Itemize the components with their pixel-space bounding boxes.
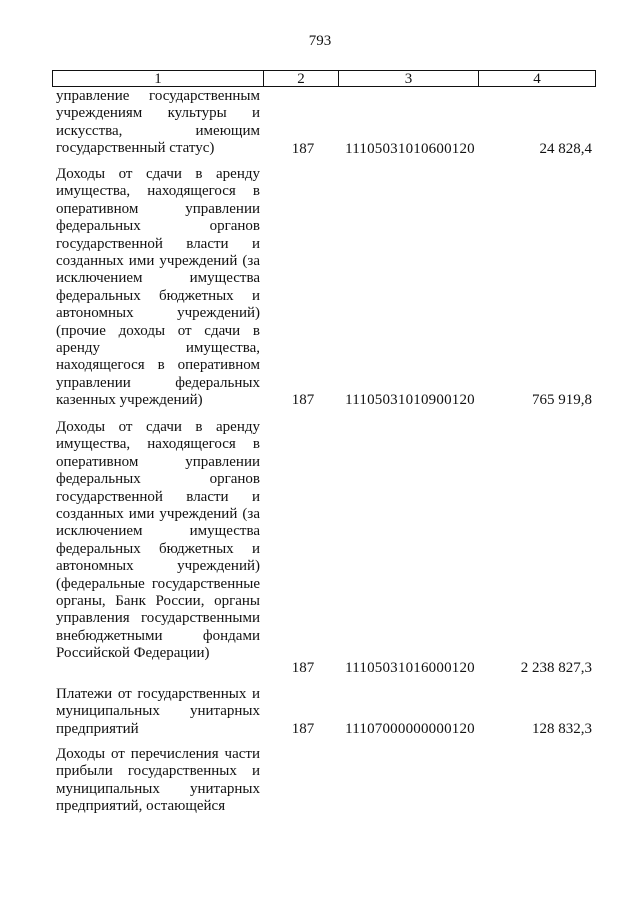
row-code: 187 <box>291 721 315 737</box>
row-amount: 128 832,3 <box>532 721 592 737</box>
column-header-2: 2 <box>264 71 339 86</box>
row-description: Доходы от сдачи в аренду имущества, находящегося в оперативном управлении федеральных органов государственной власти и созданных ими учреждений (за исключением имущества федеральных бюджетных и автономных учреждений) (федеральные государственные органы, Банк России, органы управления государственными внебюджетными фондами Российской Федерации) <box>56 419 260 662</box>
row-amount: 2 238 827,3 <box>520 660 592 676</box>
row-kbk: 11105031010600120 <box>345 141 475 157</box>
table-column-header-row <box>52 70 596 87</box>
row-code: 187 <box>291 660 315 676</box>
row-code: 187 <box>291 141 315 157</box>
row-description: Доходы от сдачи в аренду имущества, находящегося в оперативном управлении федеральных органов государственной власти и созданных ими учреждений (за исключением имущества федеральных бюджетных и автономных учреждений) (прочие доходы от сдачи в аренду имущества, находящегося в оперативном управлении федеральных казенных учреждений) <box>56 166 260 409</box>
row-kbk: 11105031010900120 <box>345 392 475 408</box>
row-amount: 24 828,4 <box>539 141 592 157</box>
page-number: 793 <box>308 33 332 49</box>
column-header-1: 1 <box>53 71 264 86</box>
row-amount: 765 919,8 <box>532 392 592 408</box>
row-description: Платежи от государственных и муниципальных унитарных предприятий <box>56 686 260 737</box>
row-description: Доходы от перечисления части прибыли государственных и муниципальных унитарных предприятий, остающейся <box>56 746 260 815</box>
column-header-4: 4 <box>533 71 541 87</box>
row-kbk: 11105031016000120 <box>345 660 475 676</box>
row-description: управление государственным учреждениям культуры и искусства, имеющим государственный статус) <box>56 88 260 157</box>
row-kbk: 11107000000000120 <box>345 721 475 737</box>
column-header-3: 3 <box>339 71 479 86</box>
row-code: 187 <box>291 392 315 408</box>
